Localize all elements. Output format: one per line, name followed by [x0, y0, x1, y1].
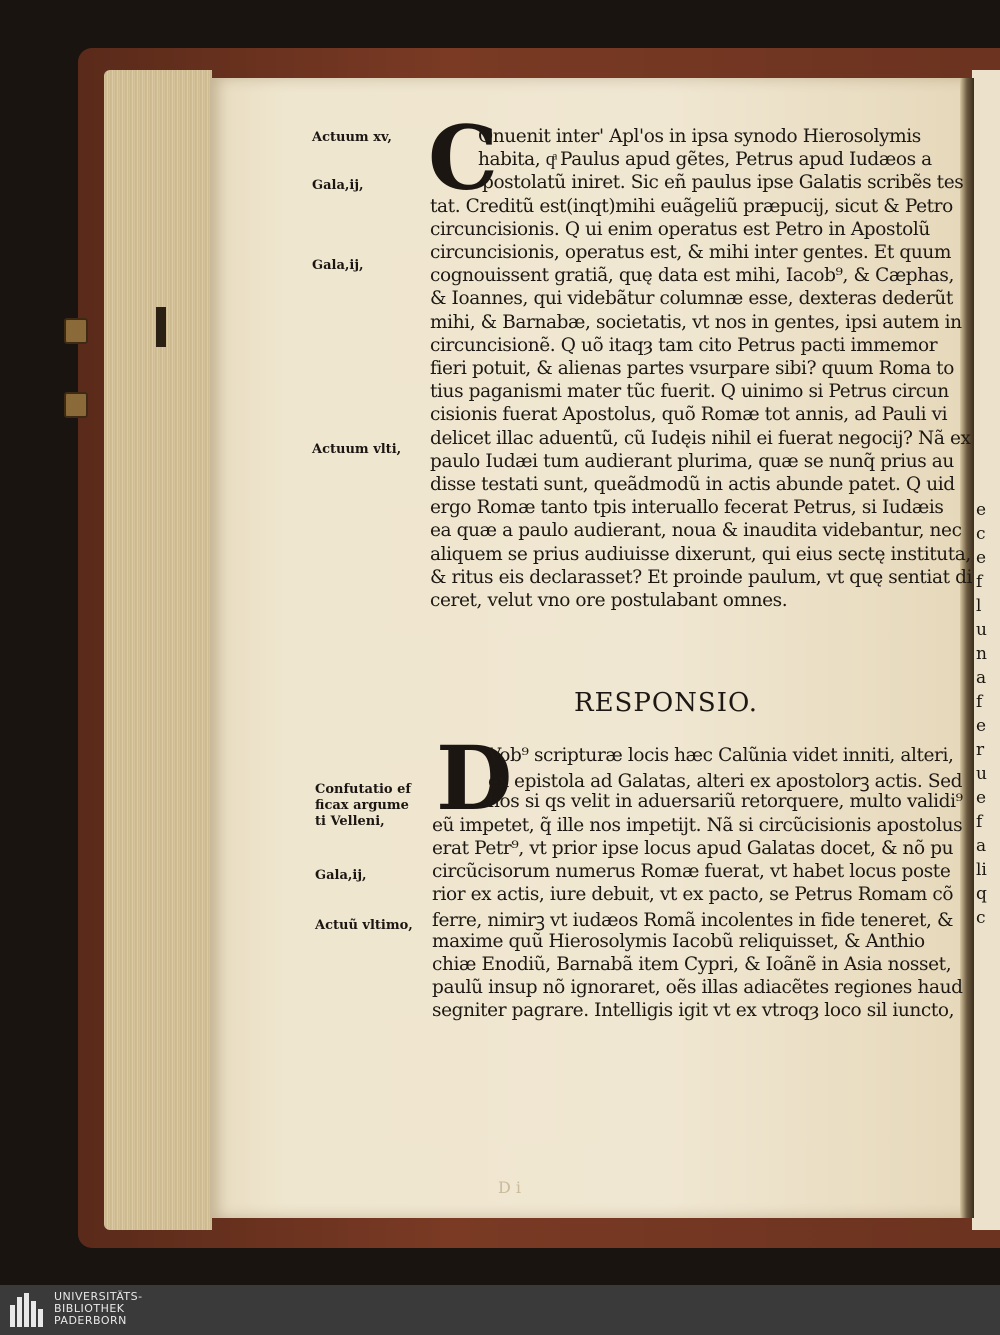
bookmark-tab: [156, 307, 166, 347]
margin-note: Actuũ vltimo,: [315, 918, 413, 933]
clasp-lower: [64, 392, 88, 418]
text-line: delicet illac aduentũ, cũ Iudęis nihil ei fuerat negocij? Nã ex: [430, 427, 971, 449]
text-line: ea quæ a paulo audierant, noua & inaudita videbantur, nec: [430, 520, 962, 542]
text-line: ceret, velut vno ore postulabant omnes.: [430, 590, 788, 611]
facing-page-fragment: f: [976, 692, 983, 712]
drop-cap: C: [428, 106, 499, 210]
margin-note: Gala,ij,: [315, 868, 367, 883]
text-line: circũcisorum numerus Romæ fuerat, vt habet locus poste: [432, 861, 951, 882]
text-line: paulo Iudæi tum audierant plurima, quæ se nunq̃ prius au: [430, 450, 954, 472]
library-logo-icon: [10, 1293, 44, 1327]
signature-mark: D i: [498, 1178, 522, 1197]
text-line: circuncisionis, operatus est, & mihi inter gentes. Et quum: [430, 242, 952, 263]
section-heading: RESPONSIO.: [574, 688, 759, 718]
facing-page-fragment: u: [976, 764, 987, 784]
facing-page-fragment: r: [976, 740, 985, 760]
margin-note: Actuum vlti,: [312, 442, 402, 457]
text-line: habita, qͣ Paulus apud gẽtes, Petrus apud Iudæos a: [478, 149, 932, 171]
facing-page-fragment: f: [976, 572, 983, 592]
facing-page-fragment: e: [976, 548, 987, 568]
text-line: cisionis fuerat Apostolus, quõ Romæ tot annis, ad Pauli vi: [430, 404, 948, 426]
text-line: cognouissent gratiã, quę data est mihi, Iacob⁹, & Cæphas,: [430, 265, 954, 287]
library-name-line: PADERBORN: [54, 1314, 127, 1327]
facing-page-fragment: l: [976, 596, 982, 616]
text-line: ferre, nimirꝫ vt iudæos Romã incolentes in fide teneret, &: [432, 910, 954, 932]
facing-page: [972, 70, 1000, 1230]
facing-page-fragment: c: [976, 908, 986, 928]
clasp-upper: [64, 318, 88, 344]
text-line: hos si qs velit in aduersariũ retorquere, multo validi⁹: [488, 791, 963, 813]
text-line: circuncisionẽ. Q uõ itaqȝ tam cito Petrus pacti immemor: [430, 334, 938, 356]
text-line: fieri potuit, & alienas partes vsurpare sibi? quum Roma to: [430, 358, 954, 379]
text-line: Vob⁹ scripturæ locis hæc Calũnia videt inniti, alteri,: [488, 745, 954, 766]
text-line: segniter pagrare. Intelligis igit vt ex vtroqȝ loco sil iuncto,: [432, 1000, 955, 1022]
text-line: & ritus eis declarasset? Et proinde paulum, vt quę sentiat di: [430, 566, 973, 588]
text-line: erat Petr⁹, vt prior ipse locus apud Galatas docet, & nõ pu: [432, 837, 954, 859]
drop-cap: D: [436, 726, 513, 830]
text-line: Onuenit inter' Apl'os in ipsa synodo Hierosolymis: [478, 126, 921, 147]
text-line: ex epistola ad Galatas, alteri ex apostolorꝫ actis. Sed: [488, 771, 963, 793]
text-line: tius paganismi mater tũc fuerit. Q uinimo si Petrus circun: [430, 381, 949, 403]
margin-note: Gala,ij,: [312, 178, 364, 193]
text-line: tat. Creditũ est(inqt)mihi euãgeliũ præpucij, sicut & Petro: [430, 195, 953, 217]
text-line: ergo Romæ tanto tpis interuallo fecerat Petrus, si Iudæis: [430, 497, 944, 519]
text-line: aliquem se prius audiuisse dixerunt, qui eius sectę instituta,: [430, 543, 971, 565]
facing-page-fragment: e: [976, 500, 987, 520]
text-line: circuncisionis. Q ui enim operatus est Petro in Apostolũ: [430, 218, 930, 240]
gutter: [960, 78, 974, 1218]
margin-note: Actuum xv,: [312, 130, 392, 145]
library-name-line: UNIVERSITÄTS-: [54, 1290, 143, 1303]
text-line: chiæ Enodiũ, Barnabã item Cypri, & Ioãnẽ in Asia nosset,: [432, 953, 952, 975]
margin-note: ti Velleni,: [315, 814, 385, 829]
facing-page-fragment: q: [976, 884, 987, 904]
facing-page-fragment: f: [976, 812, 983, 832]
facing-page-fragment: e: [976, 788, 987, 808]
facing-page-fragment: li: [976, 860, 987, 880]
text-line: eũ impetet, q̃ ille nos impetijt. Nã si circũcisionis apostolus: [432, 814, 963, 836]
margin-note: Gala,ij,: [312, 258, 364, 273]
facing-page-fragment: c: [976, 524, 986, 544]
facing-page-fragment: a: [976, 836, 987, 856]
text-line: rior ex actis, iure debuit, vt ex pacto, se Petrus Romam cõ: [432, 884, 954, 906]
text-line: paulũ insup nõ ignoraret, oẽs illas adiacẽtes regiones haud: [432, 977, 963, 998]
text-line: disse testati sunt, queãdmodũ in actis abunde patet. Q uid: [430, 474, 955, 495]
library-footer: [0, 1285, 1000, 1335]
page-edges: [104, 70, 212, 1230]
facing-page-fragment: a: [976, 668, 987, 688]
facing-page-fragment: n: [976, 644, 987, 664]
text-line: maxime quũ Hierosolymis Iacobũ reliquisset, & Anthio: [432, 930, 925, 952]
facing-page-fragment: e: [976, 716, 987, 736]
library-name-line: BIBLIOTHEK: [54, 1302, 125, 1315]
text-line: & Ioannes, qui videbãtur columnæ esse, dexteras dederũt: [430, 288, 953, 310]
text-line: postolatũ iniret. Sic eñ paulus ipse Galatis scribẽs tes: [482, 172, 964, 194]
margin-note: ficax argume: [315, 798, 409, 813]
text-line: mihi, & Barnabæ, societatis, vt nos in gentes, ipsi autem in: [430, 311, 962, 333]
margin-note: Confutatio ef: [315, 782, 411, 797]
facing-page-fragment: u: [976, 620, 987, 640]
